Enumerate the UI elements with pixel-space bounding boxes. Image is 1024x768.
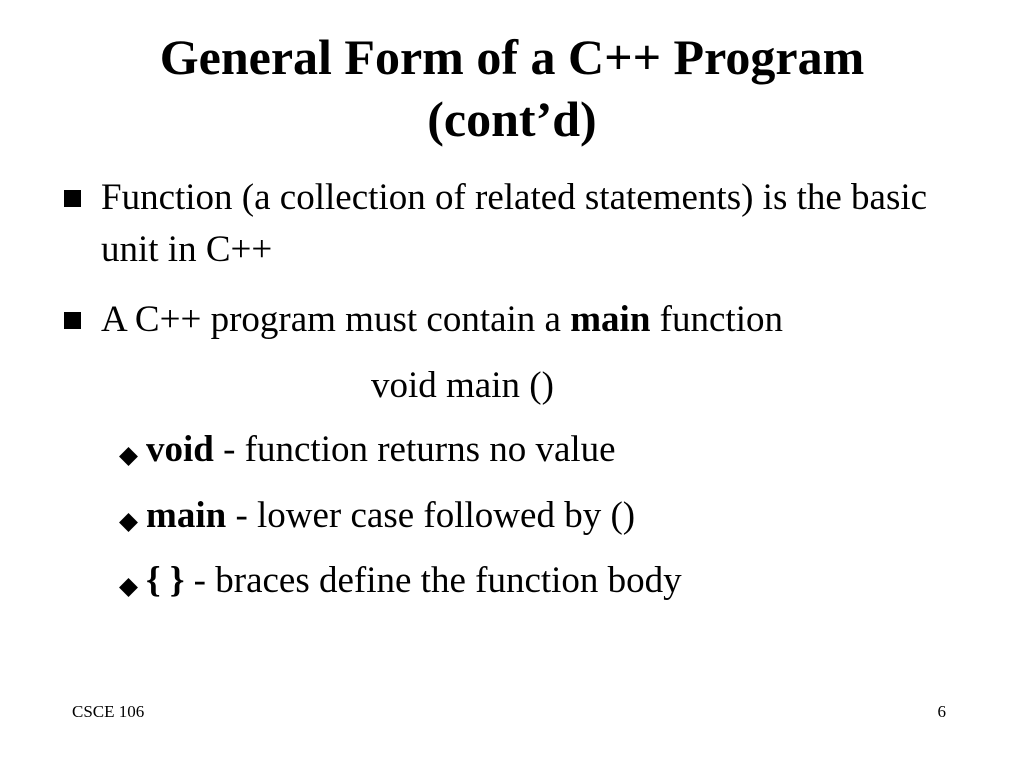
- sub-bullet-text: [146, 555, 978, 607]
- square-bullet-icon: [64, 312, 81, 329]
- sub-bullet-term: { }: [146, 560, 185, 601]
- bullet-text: Function (a collection of related statements) is the basic unit in C++: [101, 177, 928, 270]
- sub-bullet-main: [118, 490, 978, 542]
- footer-page-number: 6: [937, 702, 946, 721]
- sub-bullet-text: [146, 490, 978, 542]
- sub-bullet-text: [146, 424, 978, 476]
- diamond-bullet-icon: [118, 446, 139, 467]
- footer-course-label: CSCE 106: [72, 702, 145, 721]
- bullet-text: [101, 294, 964, 346]
- slide-title-line-1: General Form of a C++ Program: [159, 29, 865, 85]
- sub-bullet-braces: [118, 555, 978, 607]
- bullet-text-post: function: [650, 299, 783, 340]
- square-bullet-icon: [64, 190, 81, 207]
- code-example: void main (): [371, 365, 554, 406]
- bullet-main-function: [64, 294, 964, 346]
- sub-bullet-term: main: [146, 495, 227, 536]
- sub-bullet-desc: - function returns no value: [213, 429, 616, 470]
- sub-bullet-term: void: [146, 429, 214, 470]
- sub-bullet-desc: - lower case followed by (): [226, 495, 636, 536]
- bullet-function-unit: [64, 172, 964, 276]
- slide-title-line-2: (cont’d): [427, 91, 597, 147]
- bullet-text-pre: A C++ program must contain a: [101, 299, 571, 340]
- bullet-text-bold: main: [570, 299, 651, 340]
- diamond-bullet-icon: [118, 577, 139, 598]
- sub-bullet-desc: - braces define the function body: [184, 560, 682, 601]
- diamond-bullet-icon: [118, 512, 139, 533]
- slide-title: [40, 26, 984, 150]
- sub-bullet-void: [118, 424, 978, 476]
